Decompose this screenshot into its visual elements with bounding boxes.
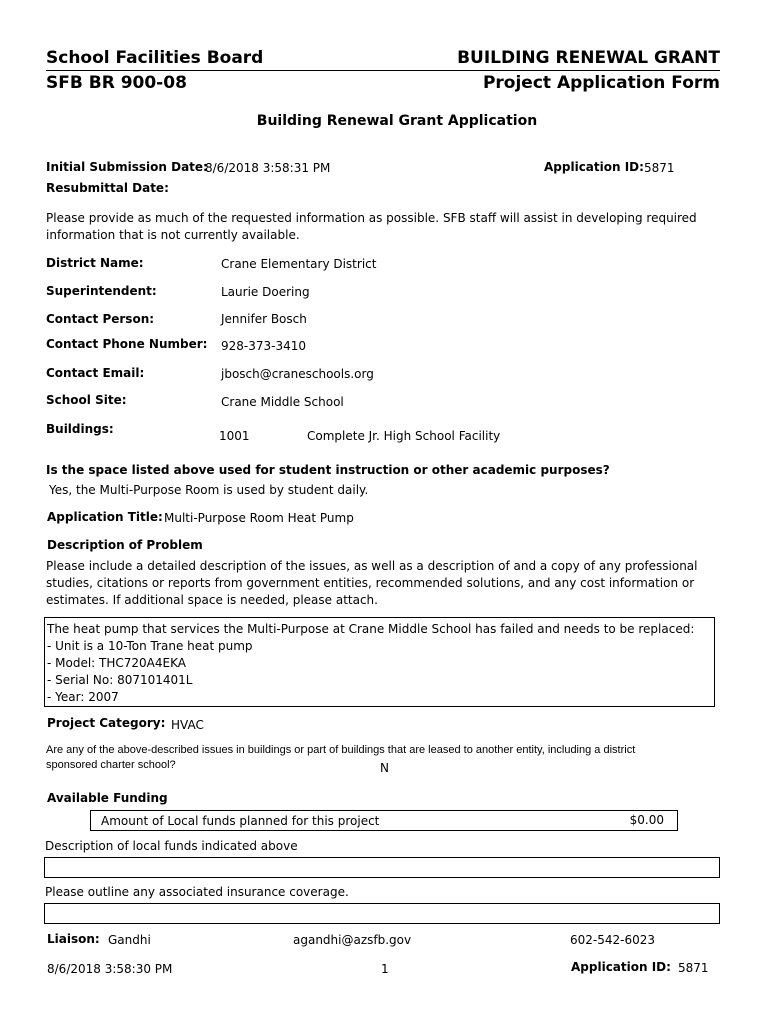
problem-line: - Unit is a 10-Ton Trane heat pump — [47, 639, 253, 653]
resubmittal-label: Resubmittal Date: — [46, 181, 169, 195]
space-answer: Yes, the Multi-Purpose Room is used by student daily. — [49, 483, 369, 497]
lease-question: Are any of the above-described issues in buildings or part of buildings that are leased to another entity, including a district sponsored charter school? — [46, 744, 636, 771]
liaison-email: agandhi@azsfb.gov — [293, 933, 412, 947]
problem-line: - Model: THC720A4EKA — [47, 656, 186, 670]
contact-person-value: Jennifer Bosch — [221, 312, 307, 326]
initial-submission-label: Initial Submission Date: — [46, 160, 208, 174]
local-funds-description-field[interactable] — [44, 857, 720, 878]
page-number: 1 — [381, 962, 389, 976]
page-title: Building Renewal Grant Application — [256, 113, 538, 129]
funding-heading: Available Funding — [47, 791, 168, 805]
buildings-label: Buildings: — [46, 422, 114, 436]
liaison-label: Liaison: — [47, 932, 100, 946]
space-question: Is the space listed above used for student instruction or other academic purposes? — [46, 463, 610, 477]
insurance-field[interactable] — [44, 903, 720, 924]
problem-line: The heat pump that services the Multi-Purpose at Crane Middle School has failed and needs to be replaced: — [47, 622, 695, 636]
problem-line: - Serial No: 807101401L — [47, 673, 193, 687]
insurance-label: Please outline any associated insurance coverage. — [45, 885, 349, 899]
project-category-value: HVAC — [171, 718, 204, 732]
district-label: District Name: — [46, 256, 144, 270]
grant-title: BUILDING RENEWAL GRANT — [457, 48, 720, 68]
lease-answer: N — [380, 761, 389, 775]
application-id-value: 5871 — [644, 161, 675, 175]
contact-person-label: Contact Person: — [46, 312, 155, 326]
contact-phone-value: 928-373-3410 — [221, 339, 307, 353]
header-rule — [46, 70, 720, 71]
problem-heading: Description of Problem — [47, 538, 203, 552]
project-category-label: Project Category: — [47, 716, 166, 730]
contact-email-label: Contact Email: — [46, 366, 145, 380]
form-name: Project Application Form — [482, 73, 720, 93]
initial-submission-value: 8/6/2018 3:58:31 PM — [205, 161, 331, 175]
problem-instructions: Please include a detailed description of the issues, as well as a description of and a copy of any professional studies, citations or reports from government entities, recommended solutions, and any cost information or estimates. If additional space is needed, please attach. — [46, 559, 698, 607]
contact-phone-label: Contact Phone Number: — [46, 337, 208, 351]
building-name: Complete Jr. High School Facility — [307, 429, 501, 443]
liaison-name: Gandhi — [108, 933, 151, 947]
local-funds-value: $0.00 — [629, 813, 664, 827]
local-funds-row[interactable] — [90, 810, 678, 831]
intro-text: Please provide as much of the requested information as possible. SFB staff will assist in developing required information that is not currently available. — [46, 211, 697, 242]
district-value: Crane Elementary District — [221, 257, 377, 271]
form-code: SFB BR 900-08 — [46, 73, 187, 93]
application-title-label: Application Title: — [47, 510, 163, 524]
problem-description-box[interactable] — [44, 617, 715, 707]
application-id-label: Application ID: — [544, 160, 644, 174]
building-number: 1001 — [219, 429, 250, 443]
problem-line: - Year: 2007 — [47, 690, 119, 704]
application-title-value: Multi-Purpose Room Heat Pump — [164, 511, 354, 525]
school-site-value: Crane Middle School — [221, 395, 344, 409]
school-site-label: School Site: — [46, 393, 127, 407]
contact-email-value: jbosch@craneschools.org — [221, 367, 374, 381]
footer-application-id-value: 5871 — [678, 961, 709, 975]
footer-timestamp: 8/6/2018 3:58:30 PM — [47, 962, 173, 976]
local-funds-label: Amount of Local funds planned for this project — [101, 814, 380, 828]
org-name: School Facilities Board — [46, 48, 264, 68]
superintendent-value: Laurie Doering — [221, 285, 310, 299]
footer-application-id-label: Application ID: — [571, 960, 671, 974]
liaison-phone: 602-542-6023 — [570, 933, 656, 947]
local-funds-description-label: Description of local funds indicated above — [45, 839, 298, 853]
superintendent-label: Superintendent: — [46, 284, 157, 298]
